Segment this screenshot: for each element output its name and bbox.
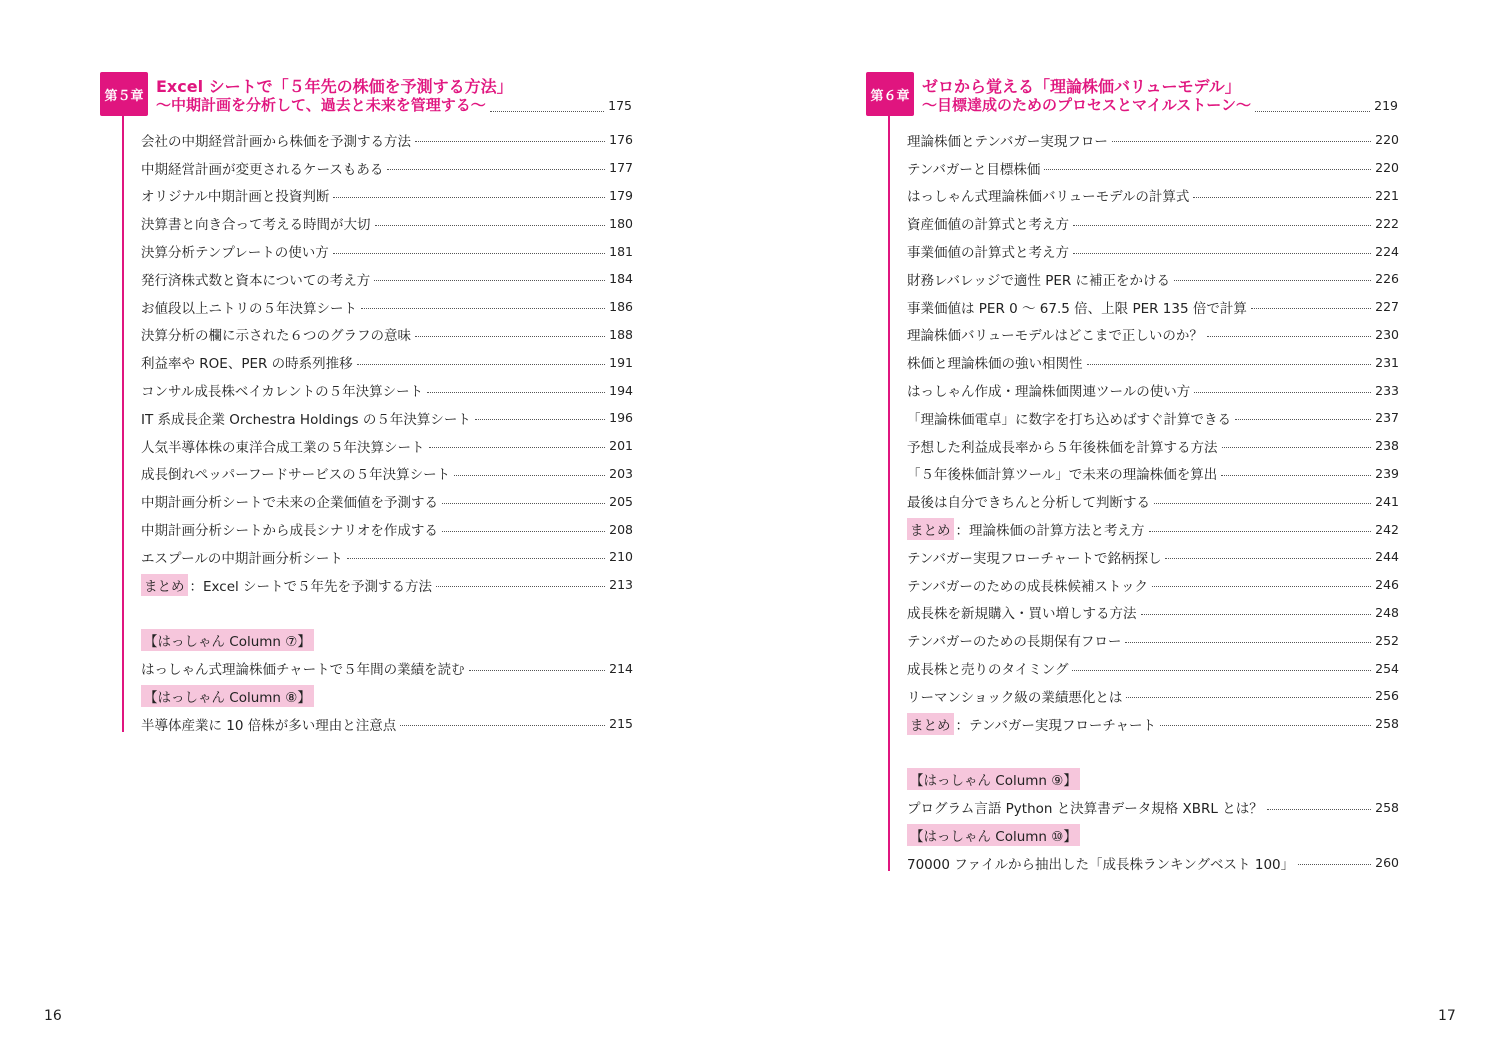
- entry-text: 理論株価バリューモデルはどこまで正しいのか？: [907, 328, 1203, 345]
- page-ref: 258: [1375, 799, 1399, 815]
- entry-text: 発行済株式数と資本についての考え方: [141, 272, 371, 289]
- toc-summary[interactable]: [141, 571, 633, 599]
- entry-text: はっしゃん式理論株価バリューモデルの計算式: [907, 189, 1190, 206]
- page-ref: 222: [1375, 215, 1399, 231]
- toc-entry[interactable]: [907, 682, 1399, 710]
- spacer: [907, 738, 1399, 766]
- page-ref: 221: [1375, 187, 1399, 203]
- toc-entry[interactable]: [907, 154, 1399, 182]
- column-heading: 【はっしゃん Column ⑦】: [141, 629, 314, 651]
- page-ref: 258: [1375, 716, 1399, 732]
- dot-leader: [442, 503, 605, 504]
- summary-tag: まとめ: [141, 574, 188, 596]
- page-ref: 196: [609, 410, 633, 426]
- entry-text: はっしゃん式理論株価チャートで５年間の業績を読む: [141, 662, 465, 679]
- entry-text: 資産価値の計算式と考え方: [907, 217, 1069, 234]
- toc-entry[interactable]: [907, 293, 1399, 321]
- page-ref: 237: [1375, 410, 1399, 426]
- page-ref: 181: [609, 243, 633, 259]
- page-ref: 231: [1375, 354, 1399, 370]
- dot-leader: [1235, 419, 1371, 420]
- page-ref: 191: [609, 354, 633, 370]
- dot-leader: [1072, 670, 1371, 671]
- page-ref: 214: [609, 660, 633, 676]
- toc-entry[interactable]: [907, 182, 1399, 210]
- spacer: [141, 599, 633, 627]
- page-ref: 242: [1375, 521, 1399, 537]
- entry-text: はっしゃん作成・理論株価関連ツールの使い方: [907, 384, 1191, 401]
- chapter-title: ゼロから覚える「理論株価バリューモデル」: [922, 77, 1241, 96]
- page-ref: 233: [1375, 382, 1399, 398]
- chapter-subtitle: 〜目標達成のためのプロセスとマイルストーン〜: [922, 96, 1251, 114]
- page-ref: 194: [609, 382, 633, 398]
- entry-text: 財務レバレッジで適性 PER に補正をかける: [907, 272, 1171, 289]
- dot-leader: [1193, 197, 1371, 198]
- dot-leader: [374, 280, 605, 281]
- toc-entry[interactable]: [141, 293, 633, 321]
- entry-text: 成長株を新規購入・買い増しする方法: [907, 606, 1137, 623]
- page-ref: 179: [609, 187, 633, 203]
- toc-entry[interactable]: [907, 599, 1399, 627]
- dot-leader: [454, 475, 605, 476]
- dot-leader: [442, 531, 605, 532]
- entry-text: ：テンバガー実現フローチャート: [955, 717, 1156, 734]
- dot-leader: [1207, 336, 1371, 337]
- dot-leader: [333, 197, 605, 198]
- page-ref: 239: [1375, 465, 1399, 481]
- toc-entry[interactable]: [141, 209, 633, 237]
- entry-text: リーマンショック級の業績悪化とは: [907, 689, 1123, 706]
- toc-entry[interactable]: [907, 571, 1399, 599]
- toc-entry[interactable]: [907, 460, 1399, 488]
- page-ref: 215: [609, 716, 633, 732]
- chapter-title: Excel シートで「５年先の株価を予測する方法」: [156, 77, 513, 96]
- entry-text: 70000 ファイルから抽出した「成長株ランキングベスト 100」: [907, 856, 1295, 873]
- toc-entry[interactable]: [907, 849, 1399, 877]
- entry-text: 中期計画分析シートで未来の企業価値を予測する: [141, 495, 438, 512]
- page-ref: 227: [1375, 299, 1399, 315]
- dot-leader: [1087, 364, 1372, 365]
- toc-entry[interactable]: [907, 237, 1399, 265]
- dot-leader: [427, 392, 605, 393]
- toc-entry[interactable]: [907, 209, 1399, 237]
- page-ref: 252: [1375, 632, 1399, 648]
- toc-summary[interactable]: [907, 515, 1399, 543]
- page-ref: 201: [609, 438, 633, 454]
- column-heading: 【はっしゃん Column ⑩】: [907, 824, 1080, 846]
- toc-entry[interactable]: [141, 710, 633, 738]
- dot-leader: [490, 111, 604, 112]
- toc-entry[interactable]: [907, 654, 1399, 682]
- dot-leader: [1222, 447, 1372, 448]
- dot-leader: [1298, 864, 1371, 865]
- page-number: 17: [1438, 1008, 1456, 1024]
- entry-text: 株価と理論株価の強い相関性: [907, 356, 1083, 373]
- column-heading: 【はっしゃん Column ⑧】: [141, 685, 314, 707]
- entry-text: 決算分析テンプレートの使い方: [141, 245, 329, 262]
- chapter-rule: [122, 116, 124, 732]
- dot-leader: [1112, 141, 1371, 142]
- dot-leader: [400, 725, 605, 726]
- toc-entry[interactable]: [907, 543, 1399, 571]
- entry-text: ：Excel シートで５年先を予測する方法: [189, 578, 433, 595]
- entry-text: 半導体産業に 10 倍株が多い理由と注意点: [141, 717, 397, 734]
- dot-leader: [469, 670, 606, 671]
- page-ref: 260: [1375, 855, 1399, 871]
- entry-text: 「理論株価電卓」に数字を打ち込めばすぐ計算できる: [907, 411, 1231, 428]
- chapter-subtitle-row[interactable]: [922, 94, 1398, 116]
- page-ref: 213: [609, 577, 633, 593]
- dot-leader: [361, 308, 605, 309]
- dot-leader: [1152, 586, 1371, 587]
- entry-text: エスプールの中期計画分析シート: [141, 550, 343, 567]
- chapter-rule: [888, 116, 890, 871]
- entry-text: 中期計画分析シートから成長シナリオを作成する: [141, 523, 438, 540]
- page-ref: 224: [1375, 243, 1399, 259]
- entry-text: 利益率や ROE、PER の時系列推移: [141, 356, 353, 373]
- toc-entry[interactable]: [141, 515, 633, 543]
- dot-leader: [1194, 392, 1371, 393]
- page-ref: 220: [1375, 132, 1399, 148]
- page-ref: 230: [1375, 326, 1399, 342]
- chapter-subtitle-row[interactable]: [156, 94, 632, 116]
- entry-text: ：理論株価の計算方法と考え方: [955, 523, 1145, 540]
- toc-entry[interactable]: [907, 376, 1399, 404]
- entry-text: 会社の中期経営計画から株価を予測する方法: [141, 133, 411, 150]
- page-ref: 208: [609, 521, 633, 537]
- toc-entry[interactable]: [141, 265, 633, 293]
- toc-entry[interactable]: [907, 432, 1399, 460]
- page-ref: 241: [1375, 493, 1399, 509]
- toc-entry[interactable]: [141, 126, 633, 154]
- toc-entry[interactable]: [141, 182, 633, 210]
- dot-leader: [415, 336, 605, 337]
- toc-entry[interactable]: [141, 654, 633, 682]
- column-heading-row: [141, 682, 633, 710]
- dot-leader: [1149, 531, 1372, 532]
- toc-entry[interactable]: [141, 237, 633, 265]
- entry-text: 事業価値の計算式と考え方: [907, 245, 1069, 262]
- dot-leader: [1141, 614, 1372, 615]
- entry-text: 人気半導体株の東洋合成工業の５年決算シート: [141, 439, 425, 456]
- entry-text: 決算分析の欄に示された６つのグラフの意味: [141, 328, 411, 345]
- page-ref: 176: [609, 132, 633, 148]
- chapter-subtitle: 〜中期計画を分析して、過去と未来を管理する〜: [156, 96, 486, 114]
- page-ref: 219: [1374, 98, 1398, 113]
- page-ref: 177: [609, 160, 633, 176]
- page-ref: 256: [1375, 688, 1399, 704]
- entry-text: 最後は自分できちんと分析して判断する: [907, 495, 1150, 512]
- summary-tag: まとめ: [907, 713, 954, 735]
- toc-list: [141, 126, 633, 738]
- entry-text: テンバガー実現フローチャートで銘柄探し: [907, 550, 1162, 567]
- entry-text: 予想した利益成長率から５年後株価を計算する方法: [907, 439, 1218, 456]
- dot-leader: [1165, 558, 1371, 559]
- entry-text: テンバガーのための長期保有フロー: [907, 634, 1122, 651]
- entry-text: 決算書と向き合って考える時間が大切: [141, 217, 371, 234]
- dot-leader: [1154, 503, 1371, 504]
- column-heading-row: [907, 765, 1399, 793]
- page-ref: 220: [1375, 160, 1399, 176]
- entry-text: 事業価値は PER 0 〜 67.5 倍、上限 PER 135 倍で計算: [907, 300, 1247, 317]
- dot-leader: [333, 253, 605, 254]
- dot-leader: [1126, 697, 1371, 698]
- entry-text: 「５年後株価計算ツール」で未来の理論株価を算出: [907, 467, 1218, 484]
- entry-text: 理論株価とテンバガー実現フロー: [907, 133, 1108, 150]
- toc-entry[interactable]: [907, 265, 1399, 293]
- chapter-badge: 第６章: [866, 72, 914, 116]
- toc-entry[interactable]: [141, 432, 633, 460]
- entry-text: 中期経営計画が変更されるケースもある: [141, 161, 384, 178]
- toc-entry[interactable]: [907, 793, 1399, 821]
- dot-leader: [1255, 111, 1370, 112]
- dot-leader: [415, 141, 605, 142]
- toc-entry[interactable]: [141, 348, 633, 376]
- page-ref: 210: [609, 549, 633, 565]
- column-heading-row: [141, 626, 633, 654]
- page-number: 16: [44, 1008, 62, 1024]
- chapter-badge: 第５章: [100, 72, 148, 116]
- dot-leader: [1221, 475, 1371, 476]
- toc-entry[interactable]: [141, 543, 633, 571]
- entry-text: IT 系成長企業 Orchestra Holdings の５年決算シート: [141, 411, 471, 428]
- entry-text: 成長株と売りのタイミング: [907, 662, 1069, 679]
- page-ref: 254: [1375, 660, 1399, 676]
- toc-entry[interactable]: [141, 487, 633, 515]
- dot-leader: [375, 225, 606, 226]
- entry-text: コンサル成長株ベイカレントの５年決算シート: [141, 384, 424, 401]
- page-ref: 180: [609, 215, 633, 231]
- entry-text: プログラム言語 Python と決算書データ規格 XBRL とは？: [907, 801, 1263, 818]
- toc-entry[interactable]: [907, 321, 1399, 349]
- entry-text: テンバガーと目標株価: [907, 161, 1041, 178]
- dot-leader: [436, 586, 605, 587]
- page-ref: 244: [1375, 549, 1399, 565]
- dot-leader: [1125, 642, 1371, 643]
- toc-entry[interactable]: [907, 487, 1399, 515]
- dot-leader: [475, 419, 605, 420]
- page-ref: 186: [609, 299, 633, 315]
- dot-leader: [1160, 725, 1371, 726]
- toc-entry[interactable]: [907, 126, 1399, 154]
- toc-entry[interactable]: [141, 460, 633, 488]
- page-ref: 248: [1375, 604, 1399, 620]
- dot-leader: [1251, 308, 1371, 309]
- entry-text: 成長倒れペッパーフードサービスの５年決算シート: [141, 467, 451, 484]
- column-heading: 【はっしゃん Column ⑨】: [907, 768, 1080, 790]
- page-ref: 175: [608, 98, 632, 113]
- page-ref: 203: [609, 465, 633, 481]
- toc-entry[interactable]: [141, 404, 633, 432]
- dot-leader: [1044, 169, 1371, 170]
- toc-list: [907, 126, 1399, 877]
- page-ref: 184: [609, 271, 633, 287]
- entry-text: お値段以上ニトリの５年決算シート: [141, 300, 357, 317]
- dot-leader: [429, 447, 606, 448]
- column-heading-row: [907, 821, 1399, 849]
- page-ref: 246: [1375, 577, 1399, 593]
- dot-leader: [347, 558, 605, 559]
- page-ref: 188: [609, 326, 633, 342]
- dot-leader: [1073, 225, 1371, 226]
- toc-entry[interactable]: [907, 626, 1399, 654]
- dot-leader: [1174, 280, 1371, 281]
- toc-entry[interactable]: [141, 321, 633, 349]
- dot-leader: [1073, 253, 1371, 254]
- dot-leader: [357, 364, 605, 365]
- toc-entry[interactable]: [141, 154, 633, 182]
- summary-tag: まとめ: [907, 518, 954, 540]
- dot-leader: [387, 169, 605, 170]
- toc-summary[interactable]: [907, 710, 1399, 738]
- toc-entry[interactable]: [907, 404, 1399, 432]
- entry-text: オリジナル中期計画と投資判断: [141, 189, 330, 206]
- page-ref: 238: [1375, 438, 1399, 454]
- page-ref: 205: [609, 493, 633, 509]
- page-ref: 226: [1375, 271, 1399, 287]
- dot-leader: [1267, 809, 1371, 810]
- toc-entry[interactable]: [907, 348, 1399, 376]
- entry-text: テンバガーのための成長株候補ストック: [907, 578, 1148, 595]
- toc-entry[interactable]: [141, 376, 633, 404]
